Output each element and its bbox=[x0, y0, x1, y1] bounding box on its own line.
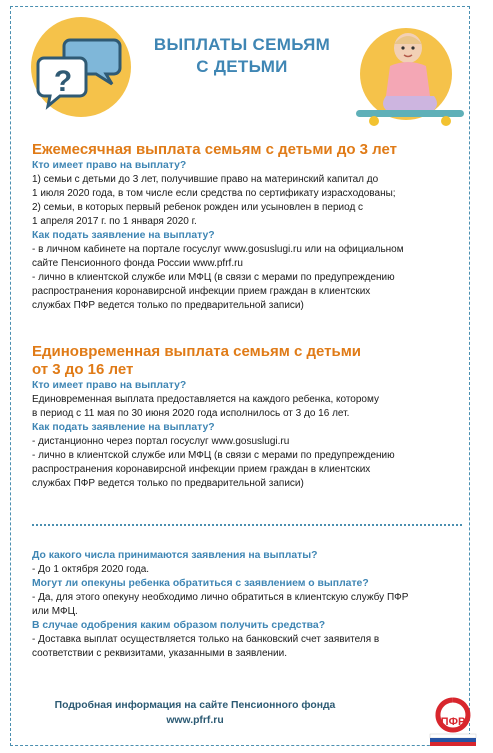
answer-line: службах ПФР ведется только по предварительной записи) bbox=[32, 478, 304, 489]
answer-line: 1 июля 2020 года, в том числе если средства по сертификату израсходованы; bbox=[32, 188, 396, 199]
answer-line: в период с 11 мая по 30 июня 2020 года исполнилось от 3 до 16 лет. bbox=[32, 408, 350, 419]
chat-question-icon bbox=[28, 14, 134, 120]
answer-line: Единовременная выплата предоставляется на каждого ребенка, которому bbox=[32, 394, 379, 405]
answer-line: - До 1 октября 2020 года. bbox=[32, 564, 150, 575]
answer-line: 2) семьи, в которых первый ребенок рожден или усыновлен в период с bbox=[32, 202, 364, 213]
section-heading: Единовременная выплата семьям с детьми bbox=[32, 343, 362, 360]
answer-line: распространения коронавирсной инфекции прием граждан в клиентских bbox=[32, 464, 371, 475]
divider bbox=[32, 524, 462, 526]
section-one-time-payment bbox=[32, 343, 462, 491]
answer-line: сайте Пенсионного фонда России www.pfrf.ru bbox=[32, 258, 243, 269]
svg-text:?: ? bbox=[53, 65, 73, 98]
question: Кто имеет право на выплату? bbox=[32, 160, 187, 171]
faq-section bbox=[32, 549, 462, 661]
answer-line: - дистанционно через портал госуслуг www.gosuslugi.ru bbox=[32, 436, 290, 447]
question: Как подать заявление на выплату? bbox=[32, 230, 215, 241]
question: Как подать заявление на выплату? bbox=[32, 422, 215, 433]
question: Могут ли опекуны ребенка обратиться с заявлением о выплате? bbox=[32, 578, 369, 589]
title-line-1: ВЫПЛАТЫ СЕМЬЯМ bbox=[153, 35, 331, 54]
answer-line: соответствии с реквизитами, указанными в заявлении. bbox=[32, 648, 287, 659]
footer bbox=[30, 698, 360, 728]
answer-line: - лично в клиентской службе или МФЦ (в связи с мерами по предупреждению bbox=[32, 450, 395, 461]
pfr-logo bbox=[424, 696, 482, 748]
title-line-2: С ДЕТЬМИ bbox=[196, 57, 288, 76]
answer-line: 1) семьи с детьми до 3 лет, получившие право на материнский капитал до bbox=[32, 174, 379, 185]
answer-line: - Да, для этого опекуну необходимо лично обратиться в клиентскую службу ПФР bbox=[32, 592, 409, 603]
answer-line: - Доставка выплат осуществляется только на банковский счет заявителя в bbox=[32, 634, 380, 645]
child-on-skateboard-photo bbox=[346, 24, 474, 132]
question: В случае одобрения каким образом получить средства? bbox=[32, 620, 326, 631]
answer-line: или МФЦ. bbox=[32, 606, 78, 617]
footer-website-link[interactable]: www.pfrf.ru bbox=[166, 715, 224, 726]
answer-line: 1 апреля 2017 г. по 1 января 2020 г. bbox=[32, 216, 197, 227]
section-heading: от 3 до 16 лет bbox=[32, 361, 134, 378]
logo-text: ПФР bbox=[440, 716, 466, 728]
footer-info-text: Подробная информация на сайте Пенсионного фонда bbox=[54, 700, 336, 711]
page-title bbox=[130, 34, 354, 78]
answer-line: - лично в клиентской службе или МФЦ (в связи с мерами по предупреждению bbox=[32, 272, 395, 283]
question: До какого числа принимаются заявления на выплаты? bbox=[32, 550, 318, 561]
section-heading: Ежемесячная выплата семьям с детьми до 3 лет bbox=[32, 141, 398, 158]
question: Кто имеет право на выплату? bbox=[32, 380, 187, 391]
answer-line: распространения коронавирсной инфекции прием граждан в клиентских bbox=[32, 286, 371, 297]
answer-line: - в личном кабинете на портале госуслуг www.gosuslugi.ru или на официальном bbox=[32, 244, 404, 255]
answer-line: службах ПФР ведется только по предварительной записи) bbox=[32, 300, 304, 311]
section-monthly-payment bbox=[32, 141, 462, 313]
